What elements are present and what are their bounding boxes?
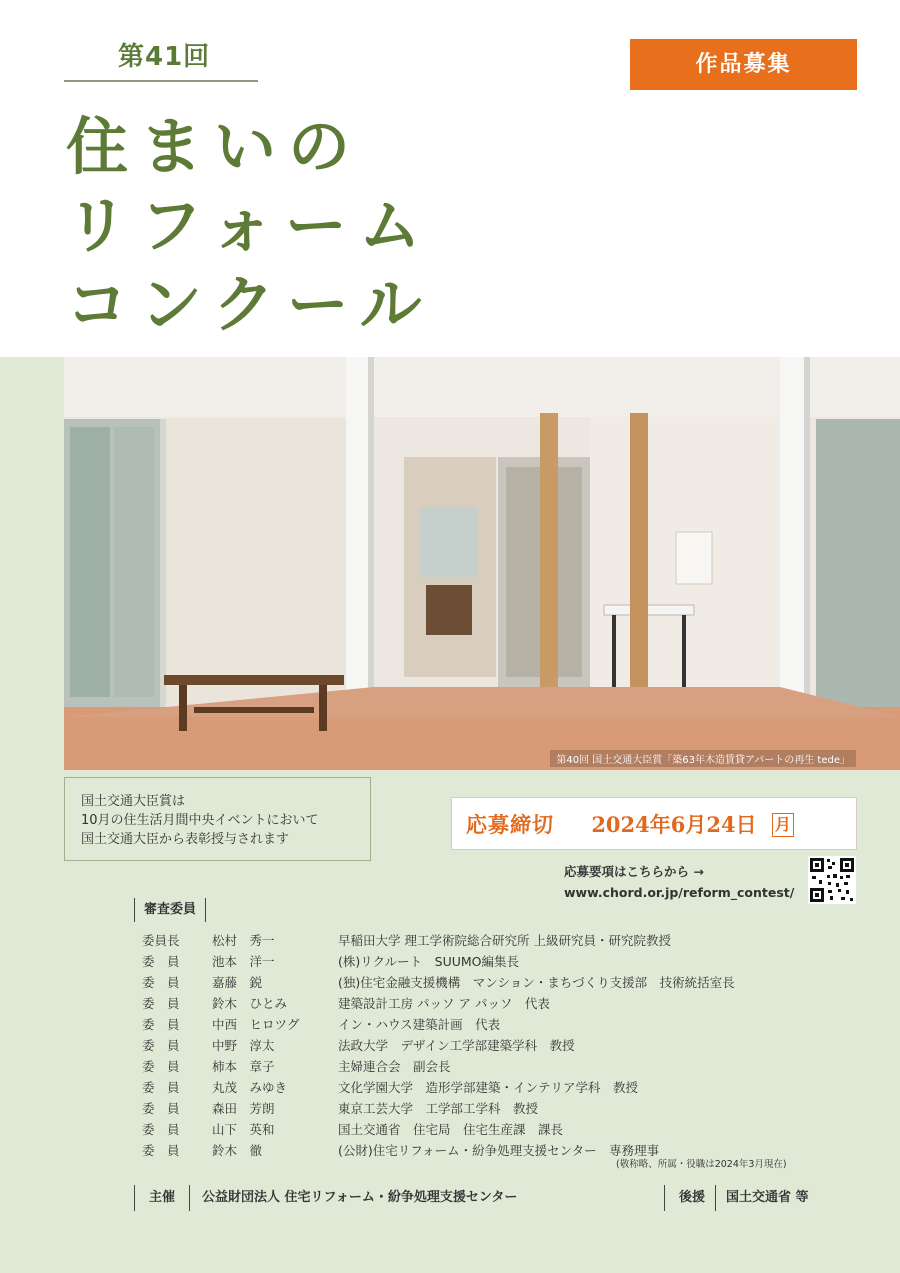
application-info (564, 861, 794, 903)
member-name: 柿本 章子 (212, 1059, 275, 1074)
call-for-entries-badge: 作品募集 (630, 39, 857, 90)
member-role: 委 員 (142, 1059, 180, 1074)
member-role: 委 員 (142, 954, 180, 969)
title-line-2: リフォーム (66, 189, 433, 262)
member-name: 鈴木 徹 (212, 1143, 263, 1158)
member-name: 丸茂 みゆき (212, 1080, 288, 1095)
member-affiliation: (独)住宅金融支援機構 マンション・まちづくり支援部 技術統括室長 (338, 975, 735, 990)
member-name: 山下 英和 (212, 1122, 275, 1137)
committee-heading: 審査委員 (134, 898, 206, 922)
member-affiliation: 法政大学 デザイン工学部建築学科 教授 (338, 1038, 575, 1053)
member-affiliation: 早稲田大学 理工学術院総合研究所 上級研究員・研究院教授 (338, 933, 671, 948)
edition-label: 第41回 (118, 42, 211, 72)
title-line-1: 住まいの (66, 110, 363, 183)
member-role: 委 員 (142, 1017, 180, 1032)
organizer-line (134, 1185, 517, 1211)
member-affiliation: 建築設計工房 パッソ ア パッソ 代表 (338, 996, 550, 1011)
supporter-label: 後援 (679, 1185, 716, 1211)
member-affiliation: 東京工芸大学 工学部工学科 教授 (338, 1101, 539, 1116)
member-name: 松村 秀一 (212, 933, 275, 948)
member-affiliation: (株)リクルート SUUMO編集長 (338, 954, 519, 969)
qr-code-icon[interactable] (808, 856, 856, 904)
member-role: 委 員 (142, 1038, 180, 1053)
deadline-banner (451, 797, 857, 850)
award-note-box (64, 777, 371, 861)
member-name: 嘉藤 鋭 (212, 975, 263, 990)
member-affiliation: (公財)住宅リフォーム・紛争処理支援センター 専務理事 (338, 1143, 660, 1158)
member-affiliation: 文化学園大学 造形学部建築・インテリア学科 教授 (338, 1080, 639, 1095)
interior-photo-illustration (64, 357, 900, 770)
member-role: 委 員 (142, 1143, 180, 1158)
apply-guide-text: 応募要項はこちらから → (564, 864, 704, 879)
organizer-name: 公益財団法人 住宅リフォーム・紛争処理支援センター (202, 1190, 518, 1205)
award-note-line: 国土交通大臣賞は (81, 794, 186, 809)
deadline-label: 応募締切 (466, 813, 554, 837)
member-name: 森田 芳朗 (212, 1101, 275, 1116)
member-name: 池本 洋一 (212, 954, 275, 969)
winning-project-photo (64, 357, 900, 770)
member-affiliation: イン・ハウス建築計画 代表 (338, 1017, 501, 1032)
member-name: 鈴木 ひとみ (212, 996, 288, 1011)
member-name: 中西 ヒロツグ (212, 1017, 300, 1032)
award-note-line: 国土交通大臣から表彰授与されます (81, 832, 290, 847)
photo-caption: 第40回 国土交通大臣賞「築63年木造賃貸アパートの再生 tede」 (550, 750, 856, 767)
edition-underline (64, 80, 258, 82)
member-role: 委員長 (142, 933, 180, 948)
apply-url-link[interactable]: www.chord.or.jp/reform_contest/ (564, 885, 795, 900)
member-name: 中野 淳太 (212, 1038, 275, 1053)
supporter-line (664, 1185, 809, 1211)
as-of-note: (敬称略、所属・役職は2024年3月現在) (616, 1159, 787, 1170)
deadline-weekday: 月 (772, 813, 794, 837)
member-role: 委 員 (142, 1122, 180, 1137)
award-note-line: 10月の住生活月間中央イベントにおいて (81, 813, 319, 828)
member-affiliation: 国土交通省 住宅局 住宅生産課 課長 (338, 1122, 564, 1137)
organizer-label: 主催 (149, 1185, 190, 1211)
member-role: 委 員 (142, 1101, 180, 1116)
title-line-3: コンクール (66, 268, 434, 341)
member-role: 委 員 (142, 1080, 180, 1095)
member-affiliation: 主婦連合会 副会長 (338, 1059, 451, 1074)
member-role: 委 員 (142, 996, 180, 1011)
supporter-name: 国土交通省 等 (726, 1190, 809, 1205)
deadline-date: 2024年6月24日 (591, 812, 757, 837)
member-role: 委 員 (142, 975, 180, 990)
